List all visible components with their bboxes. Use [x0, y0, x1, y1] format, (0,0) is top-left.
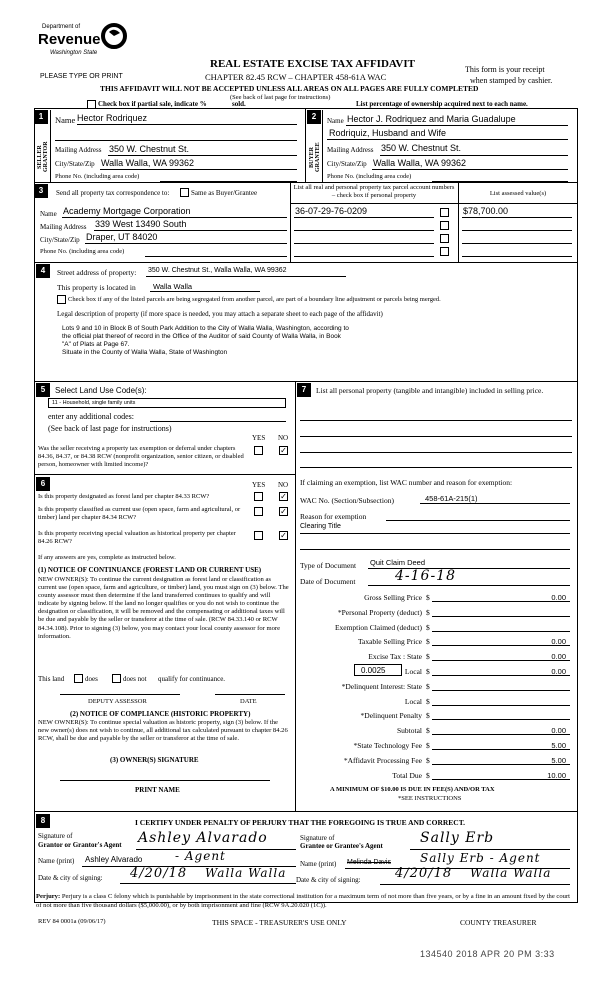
tax-row-value[interactable]: 0.00: [551, 652, 566, 662]
section-3-badge: 3: [34, 184, 48, 198]
doc-date-value[interactable]: 4-16-18: [395, 568, 456, 584]
seller-name[interactable]: Hector Rodriquez: [77, 113, 148, 123]
see-back: (See back of last page for instructions): [230, 94, 331, 101]
exempt-yes-checkbox[interactable]: [254, 446, 263, 455]
corr-phone-label: Phone No. (including area code): [40, 248, 125, 255]
wac-label: WAC No. (Section/Subsection): [300, 496, 394, 505]
land-use-see-back: (See back of last page for instructions): [48, 424, 172, 433]
tax-row-dollar: $: [426, 755, 430, 765]
doc-date-label: Date of Document: [300, 577, 356, 586]
legal-line-4: Situate in the County of Walla Walla, State of Washington: [62, 349, 228, 356]
tax-row-label: Local: [404, 696, 422, 706]
grantor-sig-label-1: Signature of: [38, 832, 73, 840]
corr-name-label: Name: [40, 210, 57, 218]
tax-row-dollar: $: [426, 726, 430, 736]
notice-continuance-title: (1) NOTICE OF CONTINUANCE (FOREST LAND OR CURRENT USE): [38, 566, 262, 574]
legal-line-2: the official plat thereof of record in the Office of the Auditor of said County of Walla Walla, in Book: [62, 333, 341, 340]
tax-row-value[interactable]: 5.00: [551, 755, 566, 765]
legal-line-3: "A" of Plats at Page 67.: [62, 341, 130, 348]
assessed-header: List assessed value(s): [489, 190, 547, 197]
personal-checkbox-2[interactable]: [440, 221, 449, 230]
tax-row-value[interactable]: 0.00: [551, 667, 566, 676]
segregated-label: Check box if any of the listed parcels are being segregated from another parcel, are part of a boundary line adjustment or parcels being merged.: [68, 296, 441, 303]
form-note-1: This form is your receipt: [465, 65, 545, 74]
section-7-badge: 7: [297, 383, 311, 397]
buyer-mail-label: Mailing Address: [327, 146, 374, 154]
reason-label: Reason for exemption: [300, 512, 367, 521]
same-as-buyer-label: Same as Buyer/Grantee: [191, 189, 258, 197]
tax-row-dollar: $: [426, 741, 430, 750]
wac-value[interactable]: 458-61A-215(1): [425, 494, 478, 503]
corr-city[interactable]: Draper, UT 84020: [86, 232, 158, 242]
seller-mail[interactable]: 350 W. Chestnut St.: [109, 144, 190, 154]
local-rate-value: 0.0025: [361, 666, 386, 675]
perjury-text: Perjury is a class C felony which is punishable by imprisonment in the state correctional institution for a maximum term of not more than five years, or by a fine in an amount fixed by the court of not more than five thousand dollars ($5,000.00), or by both imprisonment and fine (RCW 9A.20.020 (1C)).: [36, 893, 570, 909]
grantor-name-label: Name (print): [38, 857, 75, 865]
seller-vertical-label: SELLER GRANTOR: [37, 141, 49, 173]
section-4-badge: 4: [36, 264, 50, 278]
exempt-no-checkbox[interactable]: ✓: [280, 446, 287, 455]
seller-mail-label: Mailing Address: [55, 146, 102, 154]
buyer-city[interactable]: Walla Walla, WA 99362: [373, 158, 467, 168]
historic-yes-checkbox[interactable]: [254, 531, 263, 540]
tax-row-dollar: $: [426, 607, 430, 617]
grantor-agent: - Agent: [175, 849, 226, 863]
section-1-badge: 1: [34, 110, 48, 124]
tax-row-label: *Delinquent Penalty: [360, 711, 422, 721]
seller-city[interactable]: Walla Walla, WA 99362: [101, 158, 195, 168]
dept-name-text: Revenue: [38, 31, 101, 48]
tax-row-label: Excise Tax : State: [368, 652, 422, 662]
doc-type-label: Type of Document: [300, 561, 357, 570]
current-use-yes-checkbox[interactable]: [254, 507, 263, 516]
grantee-city[interactable]: Walla Walla: [470, 866, 552, 880]
sec6-yes: YES: [252, 481, 266, 489]
form-warning: THIS AFFIDAVIT WILL NOT BE ACCEPTED UNLESS ALL AREAS ON ALL PAGES ARE FULLY COMPLETED: [100, 84, 479, 93]
tax-row-label: Total Due: [392, 770, 422, 780]
grantor-signature[interactable]: Ashley Alvarado: [138, 830, 268, 846]
forest-no-checkbox[interactable]: ✓: [280, 492, 287, 501]
please-print: PLEASE TYPE OR PRINT: [40, 73, 123, 80]
section-6-badge: 6: [36, 477, 50, 491]
current-use-question: Is this property classified as current use (open space, farm and agricultural, or timber) land per chapter 84.34 RCW?: [38, 506, 241, 521]
segregated-checkbox[interactable]: [57, 295, 66, 304]
tax-row-label: *Delinquent Interest: State: [341, 681, 422, 691]
land-use-code: 11 - Household, single family units: [52, 400, 136, 406]
street-label: Street address of property:: [57, 268, 137, 277]
historic-no-checkbox[interactable]: ✓: [280, 531, 287, 540]
street-address[interactable]: 350 W. Chestnut St., Walla Walla, WA 99362: [148, 267, 287, 274]
treasurer-use-only: THIS SPACE - TREASURER'S USE ONLY: [212, 918, 347, 927]
this-land-label: This land: [38, 675, 65, 683]
county-treasurer: COUNTY TREASURER: [460, 918, 537, 927]
deputy-assessor-label: DEPUTY ASSESSOR: [88, 698, 147, 705]
seller-name-label: Name: [55, 115, 76, 125]
sold-label: sold.: [232, 100, 246, 108]
tax-row-dollar: $: [426, 593, 430, 602]
corr-city-label: City/State/Zip: [40, 236, 80, 244]
located-label: This property is located in: [57, 283, 136, 292]
tax-row-value[interactable]: 0.00: [551, 593, 566, 602]
legal-label: Legal description of property (if more space is needed, you may attach a separate sheet to each page of the affidavit): [57, 310, 383, 318]
tax-row-value[interactable]: 10.00: [547, 770, 566, 780]
grantee-sig-label-2: Grantee or Grantee's Agent: [300, 842, 383, 850]
see-instructions: *SEE INSTRUCTIONS: [398, 795, 462, 802]
buyer-mail[interactable]: 350 W. Chestnut St.: [381, 143, 462, 153]
additional-codes-label: enter any additional codes:: [48, 412, 134, 421]
exemption-question: Was the seller receiving a property tax exemption or deferral under chapters 84.36, 84.37, or 84.38 RCW (nonprofit organization, senior citizen, or disabled person, homeowner with limited income)?: [38, 445, 244, 468]
does-not-checkbox[interactable]: [112, 674, 121, 683]
buyer-name-label: Name: [327, 117, 344, 125]
personal-checkbox-3[interactable]: [440, 234, 449, 243]
minimum-note: A MINIMUM OF $10.00 IS DUE IN FEE(S) AND/OR TAX: [330, 786, 495, 793]
notice-continuance-body: NEW OWNER(S): To continue the current designation as forest land or classification as current use (open space, farm and agriculture, or timber) land, you must sign on (3) below. The county assessor must then determine if the land transferred continues to qualify and will indicate by signing below. If the land no longer qualifies or you do not wish to continue the designation or classification, it will be removed and the compensating or additional taxes will be due and payable by the seller or transferor at the time of sale. (RCW 84.33.140 or RCW 84.34.108). Prior to signing (3) below, you may contact your local county assessor for more information.: [38, 576, 289, 640]
tax-row-dollar: $: [426, 637, 430, 647]
buyer-name-2[interactable]: Rodriquiz, Husband and Wife: [329, 128, 447, 138]
parcel-header: List all real and personal property tax parcel account numbers – check box if personal property: [293, 184, 455, 199]
tax-row-label: Gross Selling Price: [364, 593, 422, 602]
grantee-name[interactable]: Sally Erb - Agent: [420, 851, 541, 865]
personal-checkbox-4[interactable]: [440, 247, 449, 256]
print-name-label: PRINT NAME: [135, 786, 180, 794]
forest-yes-checkbox[interactable]: [254, 492, 263, 501]
owner-signature-title: (3) OWNER(S) SIGNATURE: [110, 756, 199, 764]
form-note-2: when stamped by cashier.: [470, 76, 553, 85]
tax-row-dollar: $: [426, 652, 430, 662]
certify-statement: I CERTIFY UNDER PENALTY OF PERJURY THAT THE FOREGOING IS TRUE AND CORRECT.: [135, 818, 466, 827]
assessed-value[interactable]: $78,700.00: [463, 206, 509, 216]
grantor-date-label: Date & city of signing:: [38, 874, 103, 882]
grantee-name-label: Name (print): [300, 860, 337, 868]
tax-row-dollar: $: [426, 667, 430, 676]
does-label: does: [85, 675, 98, 683]
tax-row-dollar: $: [426, 696, 430, 706]
seller-phone-label: Phone No. (including area code): [55, 173, 140, 180]
buyer-name-1[interactable]: Hector J. Rodriquez and Maria Guadalupe: [347, 114, 516, 124]
revenue-logo: [38, 22, 128, 66]
tax-row-label: Subtotal: [396, 726, 422, 736]
tax-row-dollar: $: [426, 711, 430, 721]
state-text: Washington State: [50, 50, 98, 56]
ownership-note: List percentage of ownership acquired next to each name.: [356, 100, 528, 108]
tax-row-label: Taxable Selling Price: [357, 637, 422, 647]
local-rate-box[interactable]: [354, 664, 402, 676]
dept-of-text: Department of: [42, 24, 81, 30]
notice-compliance-body: NEW OWNER(S): To continue special valuation as historic property, sign (3) below. If the new owner(s) does not wish to continue, all additional tax calculated pursuant to chapter 84.26 RCW, shall be due and payable by the seller or transferor at the time of sale.: [38, 719, 288, 743]
tax-row-dollar: $: [426, 622, 430, 632]
partial-sale-label: Check box if partial sale, indicate %: [98, 100, 207, 108]
tax-row-dollar: $: [426, 770, 430, 780]
section-8-badge: 8: [36, 814, 50, 828]
perjury-label: Perjury:: [36, 893, 61, 900]
grantor-sig-label-2: Grantor or Grantor's Agent: [38, 841, 122, 849]
sec5-yes: YES: [252, 434, 266, 442]
tax-table: [300, 593, 572, 803]
same-as-buyer-checkbox[interactable]: [180, 188, 189, 197]
grantee-date-label: Date & city of signing:: [296, 876, 361, 884]
form-title: REAL ESTATE EXCISE TAX AFFIDAVIT: [210, 58, 415, 70]
does-not-label: does not: [123, 675, 147, 683]
form-chapter: CHAPTER 82.45 RCW – CHAPTER 458-61A WAC: [205, 72, 387, 82]
legal-line-1: Lots 9 and 10 in Block B of South Park Addition to the City of Walla Walla, Washington, according to: [62, 325, 349, 332]
corr-name[interactable]: Academy Mortgage Corporation: [63, 206, 191, 216]
grantor-city[interactable]: Walla Walla: [205, 866, 287, 880]
grantor-name[interactable]: Ashley Alvarado: [85, 855, 143, 864]
reason-value[interactable]: Clearing Title: [300, 523, 341, 530]
grantee-date[interactable]: 4/20/18: [395, 866, 453, 881]
buyer-phone-label: Phone No. (including area code): [327, 173, 412, 180]
sec6-no: NO: [278, 481, 289, 489]
tax-row-label: *Personal Property (deduct): [337, 607, 422, 617]
historic-question: Is this property receiving special valuation as historical property per chapter 84.26 RCW?: [38, 530, 236, 545]
corr-mail[interactable]: 339 West 13490 South: [95, 219, 187, 229]
tax-row-value[interactable]: 0.00: [551, 637, 566, 647]
grantee-signature[interactable]: Sally Erb: [420, 830, 495, 846]
section-2-badge: 2: [307, 110, 321, 124]
current-use-no-checkbox[interactable]: ✓: [280, 507, 287, 516]
located-value[interactable]: Walla Walla: [153, 282, 193, 291]
date-label: DATE: [240, 698, 257, 705]
personal-checkbox-1[interactable]: [440, 208, 449, 217]
qualify-label: qualify for continuance.: [158, 675, 226, 683]
tax-row-value[interactable]: 0.00: [551, 726, 566, 736]
tax-row-label: *State Technology Fee: [353, 741, 422, 750]
tax-row-dollar: $: [426, 681, 430, 691]
notice-compliance-title: (2) NOTICE OF COMPLIANCE (HISTORIC PROPERTY): [70, 710, 251, 718]
land-use-code-box[interactable]: [48, 398, 286, 408]
buyer-city-label: City/State/Zip: [327, 160, 367, 168]
grantee-name-struck: Melinda Davis: [347, 859, 391, 866]
tax-row-label: Local: [404, 667, 422, 676]
personal-property-label: List all personal property (tangible and intangible) included in selling price.: [316, 386, 544, 395]
sec5-no: NO: [278, 434, 289, 442]
exemption-claim-label: If claiming an exemption, list WAC number and reason for exemption:: [300, 478, 513, 487]
forest-question: Is this property designated as forest land per chapter 84.33 RCW?: [38, 493, 210, 500]
tax-row-label: Exemption Claimed (deduct): [334, 622, 422, 632]
buyer-vertical-label: BUYER GRANTEE: [309, 142, 321, 172]
send-correspondence-label: Send all property tax correspondence to:: [56, 189, 170, 197]
seller-city-label: City/State/Zip: [55, 160, 95, 168]
land-use-label: Select Land Use Code(s):: [55, 386, 147, 395]
rev-number: REV 84 0001a (09/06/17): [38, 918, 106, 925]
section-5-badge: 5: [36, 383, 50, 397]
if-yes-note: If any answers are yes, complete as instructed below.: [38, 554, 176, 561]
tax-row-label: *Affidavit Processing Fee: [343, 755, 422, 765]
wa-swirl-icon: [101, 23, 127, 49]
grantor-date[interactable]: 4/20/18: [130, 866, 188, 881]
receipt-stamp: 134540 2018 APR 20 PM 3:33: [420, 949, 555, 959]
corr-mail-label: Mailing Address: [40, 223, 87, 231]
parcel-number[interactable]: 36-07-29-76-0209: [295, 206, 368, 216]
perjury-notice: [36, 892, 576, 910]
tax-row-value[interactable]: 5.00: [551, 741, 566, 750]
grantee-sig-label-1: Signature of: [300, 834, 335, 842]
does-checkbox[interactable]: [74, 674, 83, 683]
doc-type-value[interactable]: Quit Claim Deed: [370, 558, 426, 567]
